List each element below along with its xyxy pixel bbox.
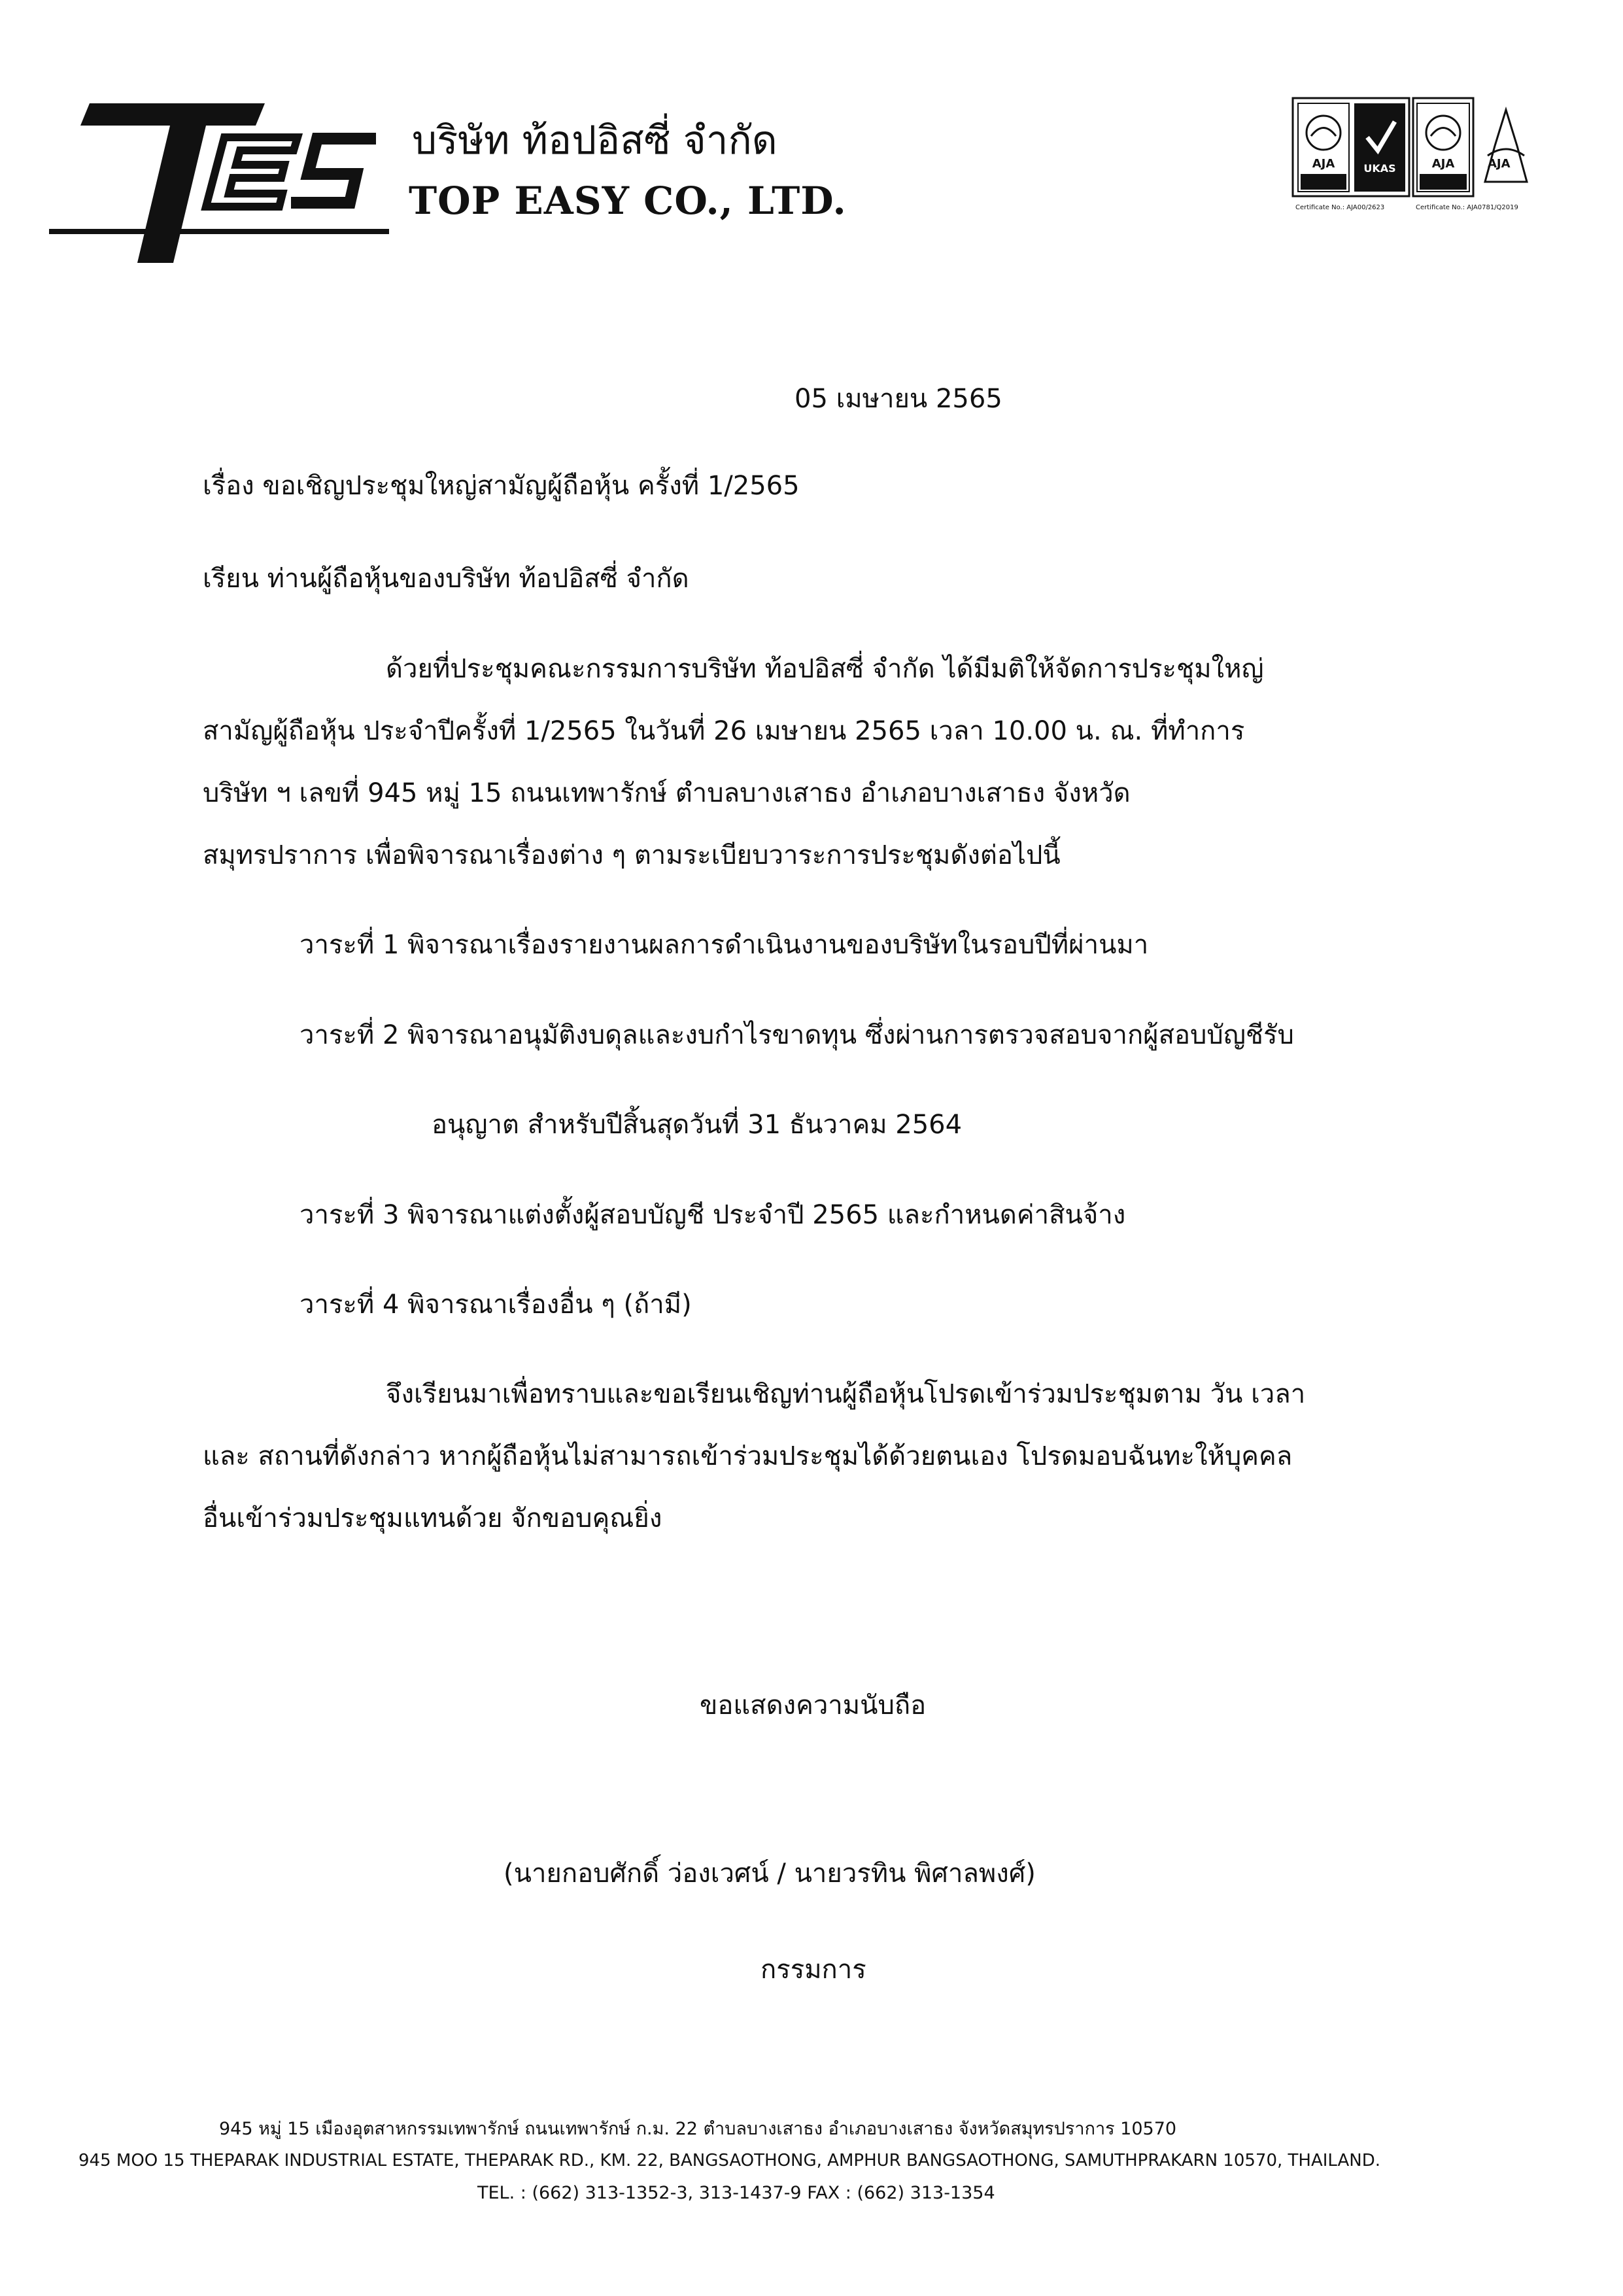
signatory-title: กรรมการ bbox=[760, 1955, 866, 1985]
agenda-item: วาระที่ 3 พิจารณาแต่งตั้งผู้สอบบัญชี ประจำปี 2565 และกำหนดค่าสินจ้าง bbox=[299, 1200, 1126, 1230]
agenda-item-continuation: อนุญาต สำหรับปีสิ้นสุดวันที่ 31 ธันวาคม 2564 bbox=[432, 1110, 963, 1140]
badge-label: AJA bbox=[1312, 157, 1335, 171]
footer-contact: TEL. : (662) 313-1352-3, 313-1437-9 FAX : (662) 313-1354 bbox=[477, 2183, 995, 2203]
agenda-item: วาระที่ 1 พิจารณาเรื่องรายงานผลการดำเนินงานของบริษัทในรอบปีที่ผ่านมา bbox=[299, 930, 1149, 960]
company-name-english: TOP EASY CO., LTD. bbox=[409, 179, 847, 223]
footer-address-english: 945 MOO 15 THEPARAK INDUSTRIAL ESTATE, THEPARAK RD., KM. 22, BANGSAOTHONG, AMPHUR BANGSAOTHONG, SAMUTHPRAKARN 10570, THAILAND. bbox=[78, 2151, 1381, 2170]
badge-label: AJA bbox=[1488, 157, 1511, 171]
cert-number: Certificate No.: AJA0781/Q2019 bbox=[1416, 204, 1518, 211]
company-name-thai: บริษัท ท้อปอิสซี่ จำกัด bbox=[412, 118, 777, 163]
cert-number: Certificate No.: AJA00/2623 bbox=[1295, 204, 1385, 211]
letter-recipient: เรียน ท่านผู้ถือหุ้นของบริษัท ท้อปอิสซี่ จำกัด bbox=[203, 564, 689, 594]
company-logo bbox=[49, 92, 389, 268]
certification-badges bbox=[1291, 97, 1533, 218]
footer-address-thai: 945 หมู่ 15 เมืองอุตสาหกรรมเทพารักษ์ ถนนเทพารักษ์ ก.ม. 22 ตำบลบางเสาธง อำเภอบางเสาธง จังหวัดสมุทรปราการ 10570 bbox=[219, 2119, 1177, 2139]
agenda-item: วาระที่ 2 พิจารณาอนุมัติงบดุลและงบกำไรขาดทุน ซึ่งผ่านการตรวจสอบจากผู้สอบบัญชีรับ bbox=[299, 1020, 1294, 1050]
intro-line: สามัญผู้ถือหุ้น ประจำปีครั้งที่ 1/2565 ในวันที่ 26 เมษายน 2565 เวลา 10.00 น. ณ. ที่ทำการ bbox=[203, 716, 1245, 746]
sign-off: ขอแสดงความนับถือ bbox=[700, 1690, 927, 1721]
intro-line: สมุทรปราการ เพื่อพิจารณาเรื่องต่าง ๆ ตามระเบียบวาระการประชุมดังต่อไปนี้ bbox=[203, 840, 1061, 870]
signatory-names: (นายกอบศักดิ์ ว่องเวศน์ / นายวรทิน พิศาลพงศ์) bbox=[504, 1859, 1036, 1889]
intro-line: ด้วยที่ประชุมคณะกรรมการบริษัท ท้อปอิสซี่ จำกัด ได้มีมติให้จัดการประชุมใหญ่ bbox=[386, 654, 1264, 684]
closing-line: อื่นเข้าร่วมประชุมแทนด้วย จักขอบคุณยิ่ง bbox=[203, 1503, 662, 1534]
badge-label: UKAS bbox=[1363, 162, 1396, 175]
letter-date: 05 เมษายน 2565 bbox=[794, 384, 1002, 414]
agenda-item: วาระที่ 4 พิจารณาเรื่องอื่น ๆ (ถ้ามี) bbox=[299, 1290, 692, 1320]
closing-line: และ สถานที่ดังกล่าว หากผู้ถือหุ้นไม่สามารถเข้าร่วมประชุมได้ด้วยตนเอง โปรดมอบฉันทะให้บุคคล bbox=[203, 1441, 1293, 1471]
badge-label: AJA bbox=[1431, 157, 1455, 171]
intro-line: บริษัท ฯ เลขที่ 945 หมู่ 15 ถนนเทพารักษ์ ตำบลบางเสาธง อำเภอบางเสาธง จังหวัด bbox=[203, 778, 1131, 808]
letter-subject: เรื่อง ขอเชิญประชุมใหญ่สามัญผู้ถือหุ้น ครั้งที่ 1/2565 bbox=[203, 471, 800, 501]
closing-line: จึงเรียนมาเพื่อทราบและขอเรียนเชิญท่านผู้ถือหุ้นโปรดเข้าร่วมประชุมตาม วัน เวลา bbox=[386, 1379, 1306, 1409]
